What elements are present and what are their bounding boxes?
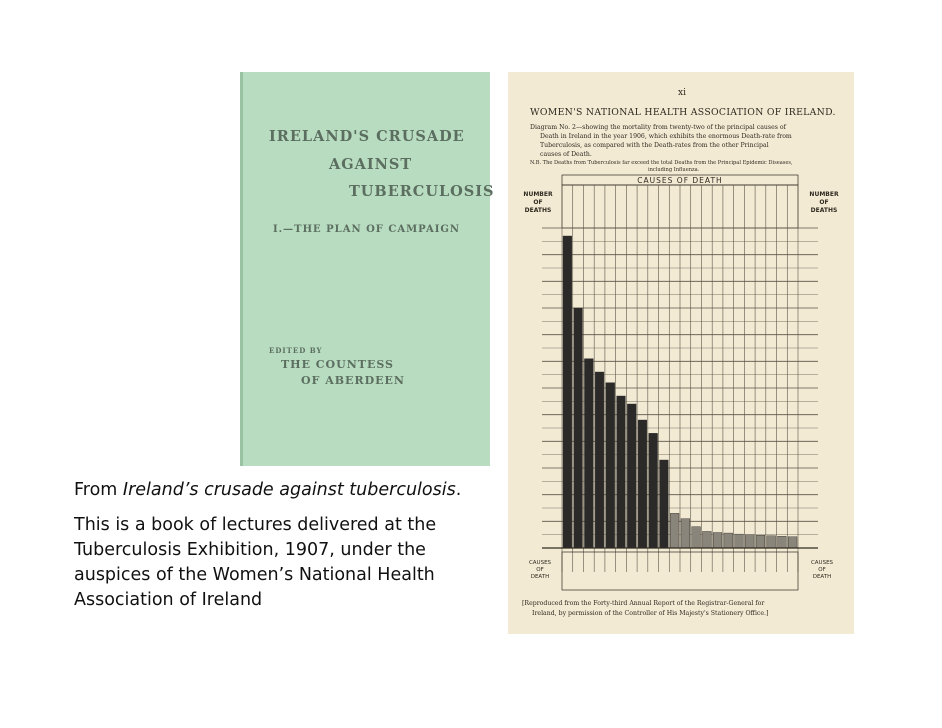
bar (649, 433, 658, 548)
cover-title-line-1: IRELAND'S CRUSADE (269, 128, 465, 145)
caption-description: This is a book of lectures delivered at the Tuberculosis Exhibition, 1907, under the auspices of the Women’s National Health Association of Ireland (74, 515, 437, 610)
footer-line-2: Ireland, by permission of the Controller of His Majesty's Stationery Office.] (532, 610, 769, 617)
caption-from: From (74, 480, 123, 500)
book-title: Ireland’s crusade against tuberculosis (122, 480, 456, 500)
caption-source (74, 478, 474, 503)
caption-text (74, 478, 474, 613)
footer-line-1: [Reproduced from the Forty-third Annual Report of the Registrar-General for (522, 600, 765, 607)
book-cover-image (240, 72, 495, 466)
cover-editor-line-1: THE COUNTESS (281, 358, 394, 371)
x-axis-label-right: CAUSES (810, 560, 834, 566)
bar (681, 519, 690, 548)
note-line-1: N.B. The Deaths from Tuberculosis far exceed the total Deaths from the Principal Epidemic Diseases, (530, 160, 793, 166)
bar (627, 404, 636, 548)
bar (788, 537, 797, 548)
bar (745, 535, 754, 548)
bar (692, 527, 701, 548)
cover-editor-line-2: OF ABERDEEN (301, 374, 405, 387)
y-axis-label-right: DEATHS (810, 207, 838, 214)
diagram-line-4: causes of Death. (540, 151, 592, 158)
bar (670, 513, 679, 548)
bar (563, 236, 572, 548)
diagram-line-3: Tuberculosis, as compared with the Death-rates from the other Principal (540, 142, 769, 149)
chart-page-image (508, 72, 854, 634)
bar (756, 535, 765, 548)
y-axis-label-right: NUMBER (809, 191, 839, 198)
bar (660, 460, 669, 548)
bar (638, 420, 647, 548)
bar (724, 533, 733, 548)
chart-title: CAUSES OF DEATH (637, 176, 723, 185)
diagram-line-2: Death in Ireland in the year 1906, which exhibits the enormous Death-rate from (540, 133, 792, 140)
note-line-2: including Influenza. (648, 167, 700, 173)
x-axis-label-right: OF (818, 567, 826, 573)
bar (617, 396, 626, 548)
cover-edited-by: EDITED BY (269, 346, 323, 355)
cover-title-line-2: AGAINST (329, 156, 413, 173)
y-axis-label-left: NUMBER (523, 191, 553, 198)
bar (702, 531, 711, 548)
mortality-bar-chart (508, 72, 854, 634)
y-axis-label-left: OF (533, 199, 543, 206)
bar (574, 308, 583, 548)
org-heading: WOMEN'S NATIONAL HEALTH ASSOCIATION OF IRELAND. (530, 107, 836, 118)
page-number: xi (678, 88, 686, 98)
x-axis-label-left: CAUSES (528, 560, 552, 566)
bar (595, 372, 604, 548)
bar (767, 536, 776, 548)
bar (735, 534, 744, 548)
x-axis-label-left: OF (536, 567, 544, 573)
cover-subtitle: I.—THE PLAN OF CAMPAIGN (273, 224, 461, 235)
diagram-line-1: Diagram No. 2—showing the mortality from twenty-two of the principal causes of (530, 124, 786, 131)
bar (606, 383, 615, 548)
bar (584, 359, 593, 548)
y-axis-label-left: DEATHS (524, 207, 552, 214)
caption-period: . (455, 480, 462, 500)
bar (778, 536, 787, 548)
bar (713, 533, 722, 548)
x-axis-label-left: DEATH (530, 574, 550, 580)
y-axis-label-right: OF (819, 199, 829, 206)
x-axis-label-right: DEATH (812, 574, 832, 580)
cover-title-line-3: TUBERCULOSIS (349, 183, 495, 200)
